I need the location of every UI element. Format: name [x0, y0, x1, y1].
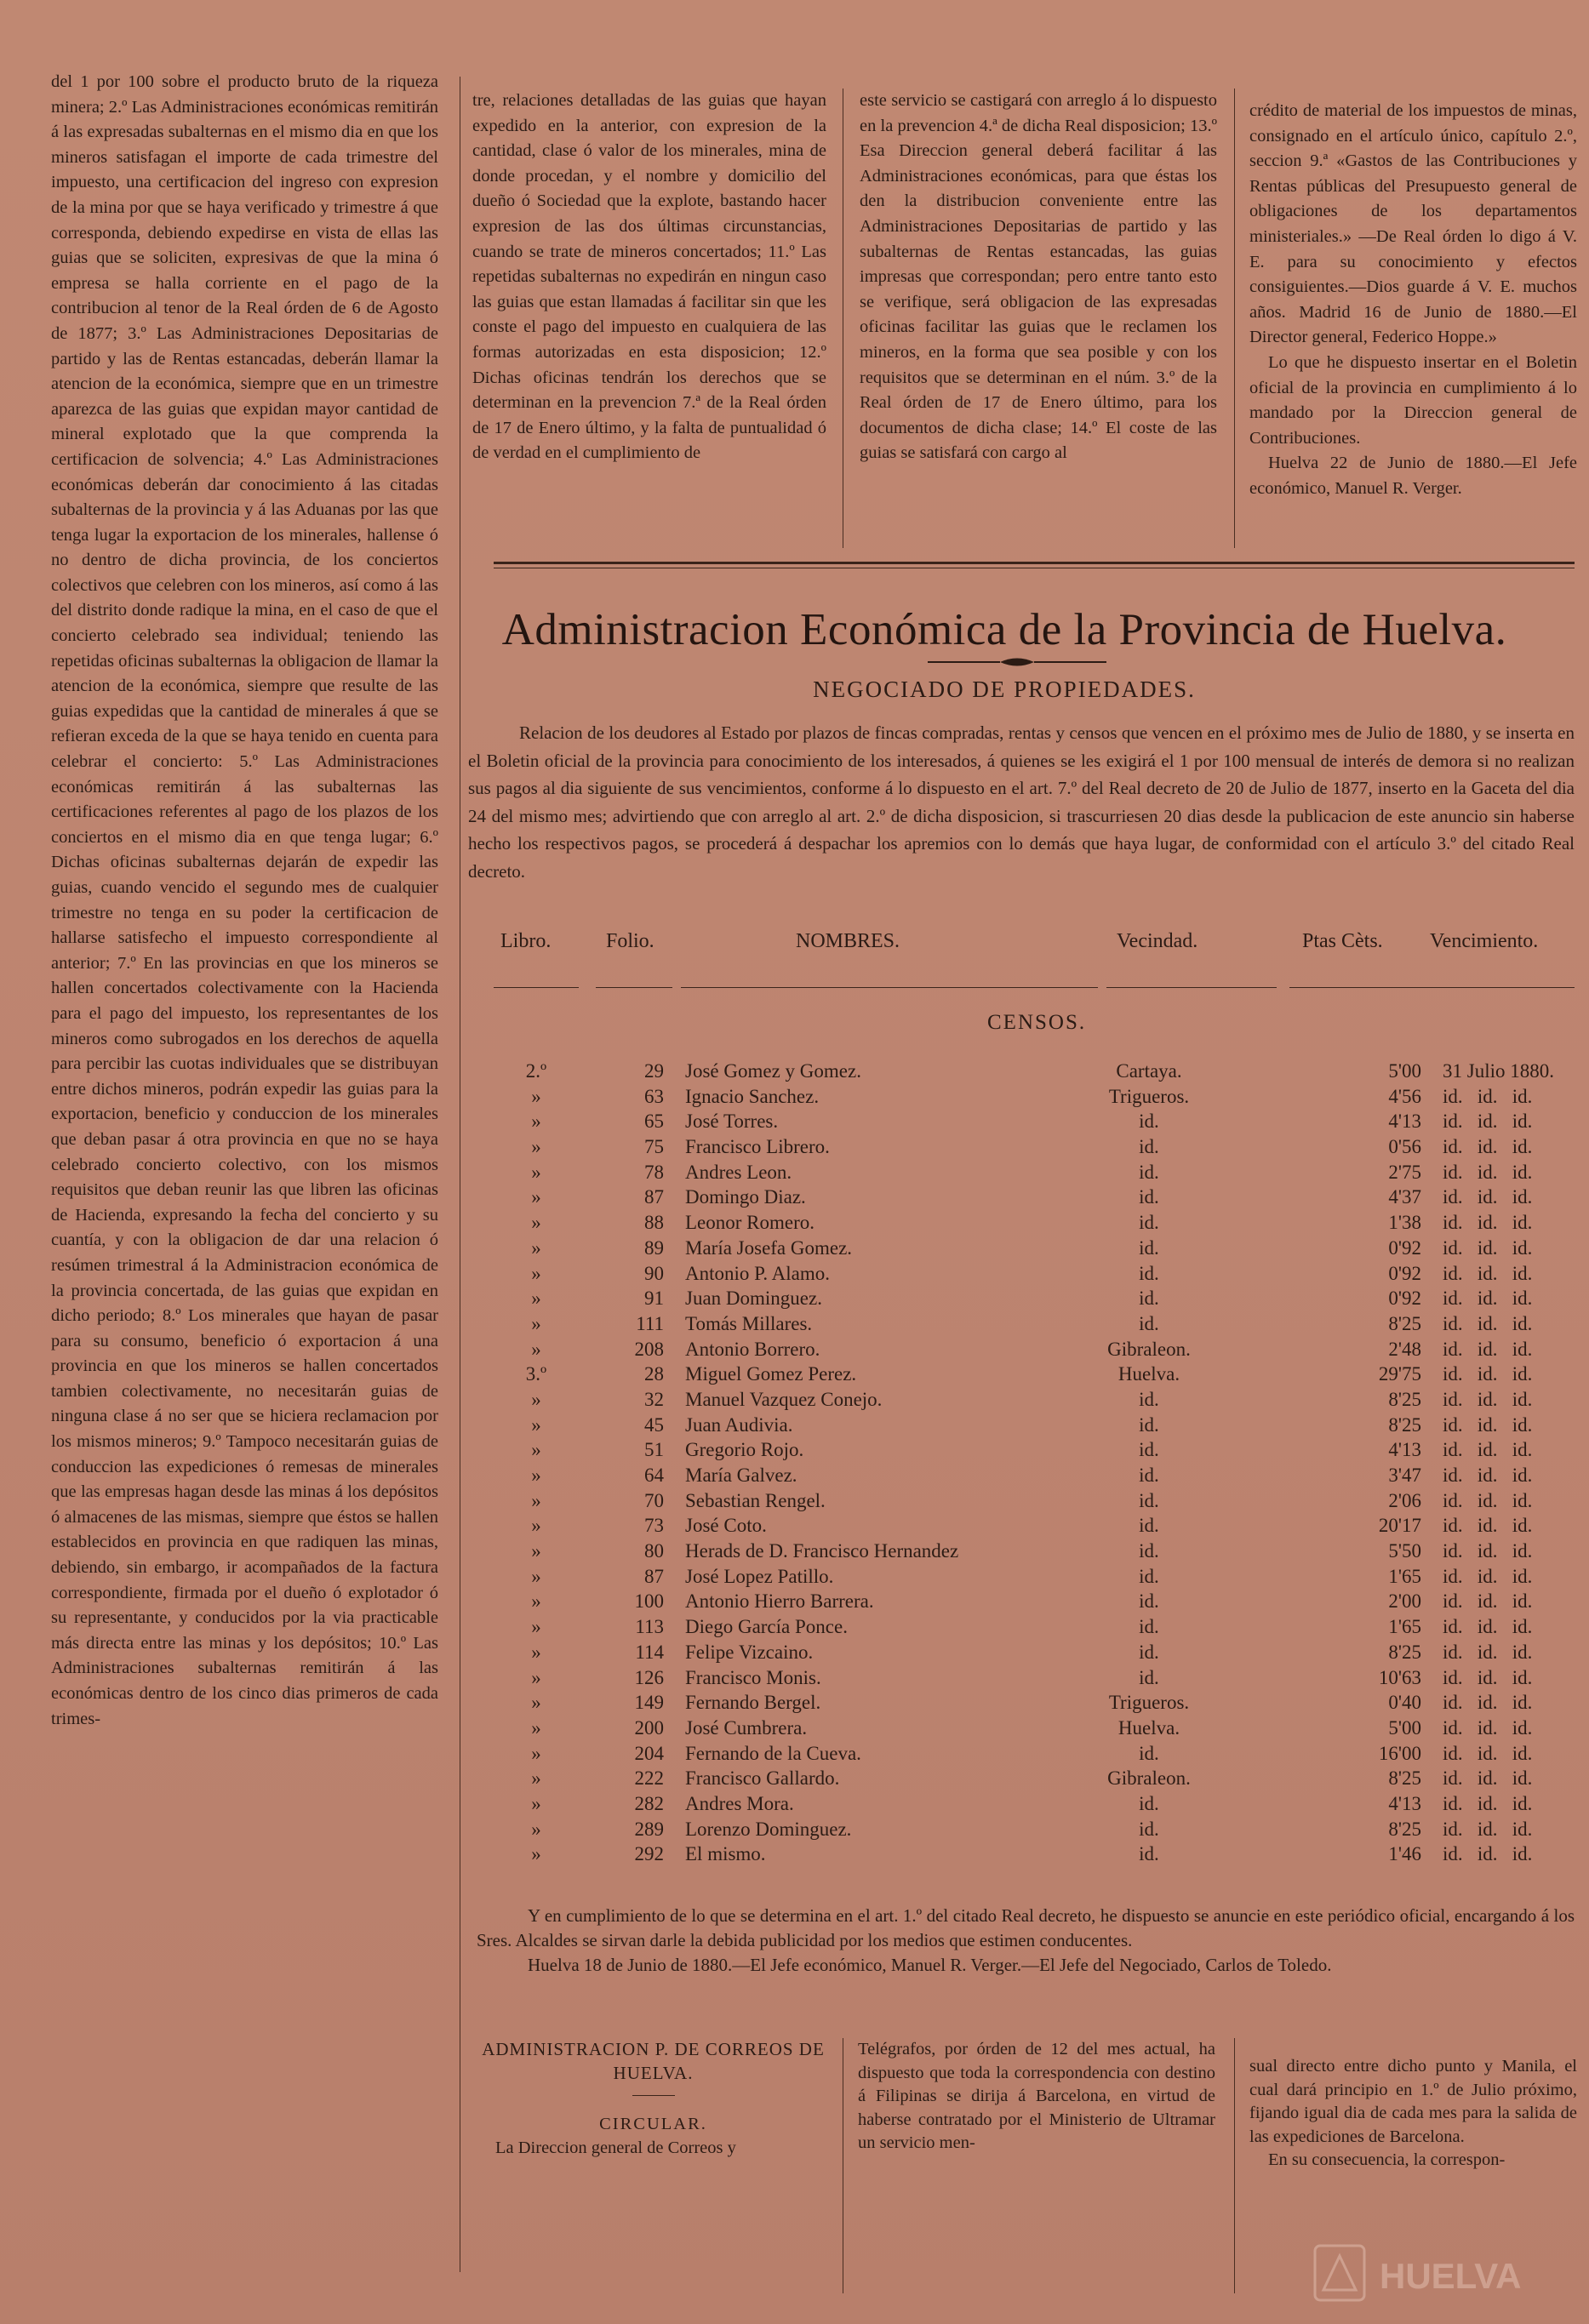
column-4-text-1: crédito de material de los impuestos de minas, consignado en el artículo único, capítulo 2.º, seccion 9.ª «Gastos de las Contribuciones y Rentas públicas del Presupuesto general de obligaciones de los departamentos ministeriales.» —De Real órden lo digo á V. E. para su conocimiento y efectos consiguientes.—Dios guarde á V. E. muchos años. Madrid 16 de Junio de 1880.—El Director general, Federico Hoppe.»	[1249, 101, 1577, 347]
cell-libro: »	[531, 1338, 541, 1360]
cell-nombre: El mismo.	[685, 1843, 766, 1865]
cell-folio: 32	[644, 1388, 664, 1410]
cell-ptas: 1'46	[1388, 1843, 1421, 1865]
cell-libro: »	[531, 1262, 541, 1284]
cell-vecindad: id.	[1139, 1439, 1159, 1461]
cell-libro: »	[531, 1590, 541, 1613]
cell-libro: »	[531, 1288, 541, 1310]
cell-nombre: Miguel Gomez Perez.	[685, 1363, 857, 1385]
cell-vencimiento: id. id. id.	[1443, 1818, 1533, 1840]
cell-nombre: Andres Leon.	[685, 1161, 792, 1183]
header-ptas: Ptas Cèts.	[1302, 930, 1383, 952]
watermark-text: HUELVA	[1380, 2256, 1522, 2296]
cell-libro: »	[531, 1767, 541, 1790]
cell-ptas: 4'13	[1388, 1111, 1421, 1133]
cell-folio: 87	[644, 1186, 664, 1208]
ornament-divider	[928, 656, 1106, 668]
cell-vencimiento: id. id. id.	[1443, 1136, 1533, 1158]
cell-nombre: María Josefa Gomez.	[685, 1236, 853, 1259]
cell-vecindad: id.	[1139, 1288, 1159, 1310]
cell-ptas: 2'75	[1388, 1161, 1421, 1183]
table-row	[477, 1286, 1575, 1311]
bottom-column-2	[858, 2038, 1215, 2156]
cell-vencimiento: 31 Julio 1880.	[1443, 1060, 1554, 1082]
column-4	[1249, 99, 1577, 550]
cell-vencimiento: id. id. id.	[1443, 1439, 1533, 1461]
cell-vecindad: id.	[1139, 1465, 1159, 1486]
cell-vencimiento: id. id. id.	[1443, 1338, 1533, 1360]
table-row	[477, 1362, 1575, 1387]
table-row	[477, 1690, 1575, 1716]
cell-nombre: Antonio P. Alamo.	[685, 1262, 830, 1284]
cell-folio: 87	[644, 1565, 664, 1587]
table-row	[477, 1437, 1575, 1463]
section-subtitle: NEGOCIADO DE PROPIEDADES.	[813, 677, 1196, 702]
cell-vecindad: id.	[1139, 1413, 1159, 1436]
cell-vecindad: id.	[1139, 1236, 1159, 1259]
cell-libro: »	[531, 1515, 541, 1537]
cell-vecindad: id.	[1139, 1818, 1159, 1840]
cell-ptas: 8'25	[1388, 1388, 1421, 1410]
column-divider	[1234, 2038, 1235, 2293]
cell-vencimiento: id. id. id.	[1443, 1111, 1533, 1133]
cell-ptas: 5'50	[1388, 1540, 1421, 1562]
header-nombres: NOMBRES.	[796, 930, 900, 952]
cell-nombre: José Lopez Patillo.	[685, 1565, 834, 1587]
bottom-column-1	[477, 2038, 830, 2160]
cell-libro: »	[531, 1161, 541, 1183]
bottom-column-3-text: sual directo entre dicho punto y Manila, el cual dará principio en 1.º de Julio próximo, fijando igual dia de cada mes para la salida de las expediciones de Barcelona.	[1249, 2057, 1577, 2146]
cell-nombre: Domingo Diaz.	[685, 1186, 806, 1208]
cell-folio: 89	[644, 1236, 664, 1259]
cell-vencimiento: id. id. id.	[1443, 1792, 1533, 1814]
cell-ptas: 29'75	[1378, 1363, 1421, 1385]
cell-vencimiento: id. id. id.	[1443, 1540, 1533, 1562]
cell-libro: 3.º	[525, 1363, 547, 1385]
cell-vecindad: id.	[1139, 1312, 1159, 1334]
cell-nombre: Lorenzo Dominguez.	[685, 1818, 852, 1840]
cell-vencimiento: id. id. id.	[1443, 1590, 1533, 1613]
cell-nombre: Fernando de la Cueva.	[685, 1742, 861, 1764]
cell-libro: »	[531, 1742, 541, 1764]
cell-vencimiento: id. id. id.	[1443, 1288, 1533, 1310]
cell-nombre: José Torres.	[685, 1111, 779, 1133]
table-row	[477, 1488, 1575, 1514]
table-row	[477, 1337, 1575, 1362]
cell-ptas: 3'47	[1388, 1465, 1421, 1486]
cell-folio: 80	[644, 1540, 664, 1562]
table-row	[477, 1109, 1575, 1134]
cell-nombre: Gregorio Rojo.	[685, 1439, 804, 1461]
table-row	[477, 1261, 1575, 1287]
header-vecindad: Vecindad.	[1117, 930, 1198, 952]
header-rule	[596, 987, 672, 988]
cell-folio: 282	[634, 1792, 664, 1814]
cell-folio: 88	[644, 1212, 664, 1234]
table-row	[477, 1387, 1575, 1413]
cell-vecindad: id.	[1139, 1136, 1159, 1158]
cell-libro: »	[531, 1818, 541, 1840]
cell-ptas: 4'37	[1388, 1186, 1421, 1208]
column-4-text-2: Lo que he dispuesto insertar en el Boletin oficial de la provincia en cumplimiento á lo mandado por la Direccion general de Contribuciones.	[1249, 352, 1577, 448]
cell-ptas: 2'00	[1388, 1590, 1421, 1613]
cell-vencimiento: id. id. id.	[1443, 1641, 1533, 1663]
cell-libro: »	[531, 1236, 541, 1259]
cell-vencimiento: id. id. id.	[1443, 1236, 1533, 1259]
cell-vencimiento: id. id. id.	[1443, 1515, 1533, 1537]
cell-vencimiento: id. id. id.	[1443, 1312, 1533, 1334]
cell-vecindad: id.	[1139, 1666, 1159, 1688]
column-2	[472, 89, 826, 548]
table-row	[477, 1817, 1575, 1842]
cell-vencimiento: id. id. id.	[1443, 1388, 1533, 1410]
cell-folio: 204	[634, 1742, 664, 1764]
cell-vecindad: Gibraleon.	[1107, 1767, 1191, 1790]
cell-vecindad: id.	[1139, 1161, 1159, 1183]
cell-nombre: José Gomez y Gomez.	[685, 1060, 861, 1082]
cell-vecindad: id.	[1139, 1742, 1159, 1764]
cell-folio: 289	[634, 1818, 664, 1840]
cell-vencimiento: id. id. id.	[1443, 1565, 1533, 1587]
cell-nombre: Juan Audivia.	[685, 1413, 793, 1436]
cell-vecindad: id.	[1139, 1515, 1159, 1537]
bottom-column-1-text: La Direccion general de Correos y	[495, 2138, 736, 2157]
cell-ptas: 1'65	[1388, 1565, 1421, 1587]
cell-libro: »	[531, 1616, 541, 1638]
cell-ptas: 1'38	[1388, 1212, 1421, 1234]
cell-libro: »	[531, 1388, 541, 1410]
section-rule	[494, 562, 1575, 564]
cell-vecindad: id.	[1139, 1111, 1159, 1133]
cell-vecindad: id.	[1139, 1590, 1159, 1613]
column-1-text: del 1 por 100 sobre el producto bruto de la riqueza minera; 2.º Las Administraciones económicas remitirán á las expresadas subalternas en el mismo dia en que los mineros satisfagan el importe de cada trimestre del impuesto, una certificacion del ingreso con expresion de la mina por que se haya verificado y trimestre á que corresponda, debiendo expedirse en vista de ellas las guias que se soliciten, expresivas de que la mina ó empresa se halla corriente en el pago de la contribucion al tenor de la Real órden de 6 de Agosto de 1877; 3.º Las Administraciones Depositarias de partido y las de Rentas estancadas, deberán llamar la atencion de la económica, siempre que en un trimestre aparezca de las guias que expidan mayor cantidad de mineral explotado que la que comprenda la certificacion de solvencia; 4.º Las Administraciones económicas deberán dar conocimiento á las citadas subalternas de la provincia y á las Aduanas por las que tenga lugar la exportacion de los minerales, hallense ó no dentro de dicha provincia, de los conciertos colectivos que celebren con los mineros, así como á las del distrito donde radique la mina, en el caso de que el concierto celebrado sea individual; teniendo las repetidas oficinas subalternas la obligacion de llamar la atencion de la económica, siempre que resulte de las guias expedidas que la cantidad de minerales á que se refieran exceda de la que se haya tenido en cuenta para celebrar el concierto: 5.º Las Administraciones económicas remitirán á las subalternas las certificaciones referentes al pago de los plazos de los conciertos en el mismo dia en que tenga lugar; 6.º Dichas oficinas subalternas dejarán de expedir las guias, cuando vencido el segundo mes de cualquier trimestre no tenga en su poder la certificacion de hallarse satisfecho el impuesto correspondiente al anterior; 7.º En las provincias en que los mineros se hallen concertados colectivamente con la Hacienda para el pago del impuesto, los representantes de los mineros como subrogados en los derechos de aquella para percibir las cuotas individuales que se distribuyan entre dichos mineros, podrán expedir las guias para la exportacion, beneficio y conduccion de los minerales que deban pasar á otra provincia en que no se haya celebrado concierto colectivo, con los mismos requisitos que deban reunir las que libren las oficinas de Hacienda, expresando la fecha del concierto y su cuantía, y con la obligacion de dar una relacion ó resúmen trimestral á la Administracion económica de la provincia concertada, de las guias que expidan en dicho periodo; 8.º Los minerales que hayan de pasar para su consumo, beneficio ó exportacion á una provincia en que los mineros se hallen concertados tambien colectivamente, no necesitarán guias de ninguna clase á no ser que se hiciera reclamacion por los mismos mineros; 9.º Tampoco necesitarán guias de conduccion las expediciones ó remesas de minerales que las empresas hagan desde las minas á los depósitos ó almacenes de las mismas, siempre que éstos se hallen establecidos en provincia en que radiquen las minas, debiendo, sin embargo, ir acompañados de la factura correspondiente, firmada por el dueño ó explotador ó su representante, y conducidos por la via practicable más directa entre las minas y los depósitos; 10.º Las Administraciones subalternas remitirán á las económicas dentro de los cinco dias primeros de cada trimes-	[51, 72, 438, 1728]
cell-folio: 90	[644, 1262, 664, 1284]
cell-libro: »	[531, 1716, 541, 1739]
cell-ptas: 8'25	[1388, 1413, 1421, 1436]
archive-watermark-logo	[1312, 2239, 1567, 2307]
cell-folio: 200	[634, 1716, 664, 1739]
correos-heading: ADMINISTRACION P. DE CORREOS DE HUELVA.	[482, 2039, 825, 2083]
header-folio: Folio.	[606, 930, 654, 952]
cell-ptas: 8'25	[1388, 1641, 1421, 1663]
cell-nombre: Francisco Monis.	[685, 1666, 821, 1688]
cell-nombre: Sebastian Rengel.	[685, 1489, 826, 1511]
table-row	[477, 1539, 1575, 1564]
cell-ptas: 2'06	[1388, 1489, 1421, 1511]
cell-ptas: 8'25	[1388, 1818, 1421, 1840]
cell-ptas: 8'25	[1388, 1312, 1421, 1334]
table-row	[477, 1640, 1575, 1665]
table-row	[477, 1614, 1575, 1640]
bottom-column-2-text: Telégrafos, por órden de 12 del mes actual, ha dispuesto que toda la correspondencia con destino á Filipinas se dirija á Barcelona, en virtud de haberse contratado por el Ministerio de Ultramar un servicio men-	[858, 2040, 1215, 2152]
cell-libro: »	[531, 1666, 541, 1688]
cell-ptas: 2'48	[1388, 1338, 1421, 1360]
cell-libro: »	[531, 1792, 541, 1814]
cell-vencimiento: id. id. id.	[1443, 1085, 1533, 1107]
cell-ptas: 16'00	[1378, 1742, 1421, 1764]
cell-libro: »	[531, 1692, 541, 1714]
cell-vecindad: Huelva.	[1117, 1363, 1180, 1385]
cell-folio: 149	[634, 1692, 664, 1714]
cell-ptas: 0'92	[1388, 1288, 1421, 1310]
header-rule	[1106, 987, 1277, 988]
cell-folio: 64	[644, 1465, 664, 1486]
cell-vecindad: id.	[1139, 1565, 1159, 1587]
cell-nombre: Francisco Librero.	[685, 1136, 830, 1158]
cell-vencimiento: id. id. id.	[1443, 1363, 1533, 1385]
cell-vencimiento: id. id. id.	[1443, 1716, 1533, 1739]
cell-folio: 114	[635, 1641, 664, 1663]
table-row	[477, 1134, 1575, 1160]
cell-libro: »	[531, 1465, 541, 1486]
cell-folio: 78	[644, 1161, 664, 1183]
cell-nombre: Diego García Ponce.	[685, 1616, 848, 1638]
column-3	[860, 89, 1217, 548]
table-row	[477, 1791, 1575, 1817]
column-2-text: tre, relaciones detalladas de las guias que hayan expedido en la anterior, con expresion de la cantidad, clase ó valor de los minerales, mina de donde procedan, y el nombre y domicilio del dueño ó Sociedad que la explote, bastando hacer expresion de las dos últimas circunstancias, cuando se trate de mineros concertados; 11.º Las repetidas subalternas no expedirán en ningun caso las guias que estan llamadas á facilitar sin que les conste el pago del impuesto en cualquiera de las formas autorizadas en esta disposicion; 12.º Dichas oficinas tendrán los derechos que se determinan en la prevencion 7.ª de la Real órden de 17 de Enero último, y la falta de puntualidad ó de verdad en el cumplimiento de	[472, 91, 826, 463]
column-4-text-3: Huelva 22 de Junio de 1880.—El Jefe económico, Manuel R. Verger.	[1249, 454, 1577, 498]
intro-text: Relacion de los deudores al Estado por plazos de fincas compradas, rentas y censos que vencen en el próximo mes de Julio de 1880, y se inserta en el Boletin oficial de la provincia para conocimiento de los interesados, á quienes se les exigirá el 1 por 100 mensual de interés de demora si no realizan sus pagos al dia siguiente de sus vencimientos, conforme á lo dispuesto en el art. 7.º del Real decreto de 20 de Julio de 1877, inserto en la Gaceta del dia 24 del mismo mes; advirtiendo que con arreglo al art. 2.º de dicha disposicion, si trascurriesen 20 dias desde la publicacion de este anuncio sin haberse hecho los respectivos pagos, se procederá á despachar los apremios con lo demás que haya lugar, de conformidad con el artículo 3.º del citado Real decreto.	[468, 722, 1575, 882]
table-row	[477, 1236, 1575, 1261]
cell-nombre: Antonio Hierro Barrera.	[685, 1590, 874, 1613]
cell-nombre: Leonor Romero.	[685, 1212, 815, 1234]
cell-nombre: Fernando Bergel.	[685, 1692, 821, 1714]
table-row	[477, 1564, 1575, 1590]
cell-ptas: 5'00	[1388, 1716, 1421, 1739]
bottom-column-3-text-2: En su consecuencia, la correspon-	[1268, 2150, 1506, 2169]
cell-vencimiento: id. id. id.	[1443, 1742, 1533, 1764]
cell-nombre: María Galvez.	[685, 1465, 797, 1486]
table-row	[477, 1513, 1575, 1539]
cell-folio: 75	[644, 1136, 664, 1158]
cell-vecindad: Gibraleon.	[1107, 1338, 1191, 1360]
table-row	[477, 1463, 1575, 1488]
cell-vecindad: id.	[1139, 1489, 1159, 1511]
table-row	[477, 1185, 1575, 1210]
table-row	[477, 1766, 1575, 1791]
cell-vecindad: id.	[1139, 1540, 1159, 1562]
cell-vecindad: id.	[1139, 1792, 1159, 1814]
cell-vecindad: id.	[1139, 1262, 1159, 1284]
table-row	[477, 1841, 1575, 1867]
group-heading-censos: CENSOS.	[987, 1011, 1087, 1034]
cell-nombre: José Coto.	[685, 1515, 767, 1537]
header-libro: Libro.	[500, 930, 552, 952]
table-row	[477, 1160, 1575, 1185]
section-title: Administracion Económica de la Provincia de Huelva.	[501, 605, 1507, 654]
cell-folio: 63	[644, 1085, 664, 1107]
column-1	[51, 70, 438, 2291]
cell-vencimiento: id. id. id.	[1443, 1186, 1533, 1208]
cell-ptas: 4'13	[1388, 1792, 1421, 1814]
cell-vencimiento: id. id. id.	[1443, 1413, 1533, 1436]
cell-vecindad: id.	[1139, 1388, 1159, 1410]
cell-ptas: 0'92	[1388, 1236, 1421, 1259]
cell-vencimiento: id. id. id.	[1443, 1465, 1533, 1486]
cell-folio: 45	[644, 1413, 664, 1436]
column-3-text: este servicio se castigará con arreglo á lo dispuesto en la prevencion 4.ª de dicha Real disposicion; 13.º Esa Direccion general deberá facilitar á las Administraciones económicas, para que éstas los den la distribucion conveniente entre las Administraciones Depositarias de partido y las subalternas de Rentas estancadas, las guias impresas que correspondan; pero entre tanto esto se verifique, será obligacion de las expresadas oficinas facilitar las guias que le reclamen los mineros, en la forma que sea posible y con los requisitos que se determinan en el núm. 3.º de la Real órden de 17 de Enero último, para los documentos de dicha clase; 14.º El coste de las guias se satisfará con cargo al	[860, 91, 1217, 463]
cell-vecindad: Trigueros.	[1108, 1085, 1190, 1107]
cell-vecindad: id.	[1139, 1843, 1159, 1865]
cell-vecindad: Trigueros.	[1108, 1692, 1190, 1714]
table-row	[477, 1741, 1575, 1767]
cell-folio: 28	[644, 1363, 664, 1385]
cell-vecindad: id.	[1139, 1616, 1159, 1638]
table-row	[477, 1413, 1575, 1438]
cell-libro: »	[531, 1085, 541, 1107]
cell-folio: 29	[644, 1060, 664, 1082]
cell-folio: 51	[644, 1439, 664, 1461]
cell-vecindad: Cartaya.	[1116, 1060, 1182, 1082]
circular-heading: CIRCULAR.	[599, 2115, 707, 2133]
cell-vencimiento: id. id. id.	[1443, 1161, 1533, 1183]
table-row	[477, 1589, 1575, 1614]
cell-vencimiento: id. id. id.	[1443, 1212, 1533, 1234]
cell-folio: 73	[644, 1515, 664, 1537]
closing-text-2: Huelva 18 de Junio de 1880.—El Jefe económico, Manuel R. Verger.—El Jefe del Negociado, Carlos de Toledo.	[528, 1955, 1332, 1975]
cell-libro: »	[531, 1212, 541, 1234]
cell-folio: 91	[644, 1288, 664, 1310]
table-row	[477, 1210, 1575, 1236]
cell-folio: 208	[634, 1338, 664, 1360]
cell-ptas: 8'25	[1388, 1767, 1421, 1790]
cell-folio: 113	[635, 1616, 664, 1638]
header-rule	[494, 987, 579, 988]
cell-ptas: 10'63	[1378, 1666, 1421, 1688]
cell-ptas: 0'56	[1388, 1136, 1421, 1158]
table-row	[477, 1716, 1575, 1741]
cell-nombre: Ignacio Sanchez.	[685, 1085, 820, 1107]
cell-vecindad: id.	[1139, 1186, 1159, 1208]
closing-notice	[477, 1904, 1575, 1978]
cell-folio: 65	[644, 1111, 664, 1133]
cell-nombre: Antonio Borrero.	[685, 1338, 820, 1360]
cell-folio: 111	[636, 1312, 664, 1334]
cell-ptas: 0'92	[1388, 1262, 1421, 1284]
cell-folio: 126	[634, 1666, 664, 1688]
table-row	[477, 1059, 1575, 1084]
column-divider	[1234, 89, 1235, 548]
cell-ptas: 20'17	[1378, 1515, 1421, 1537]
header-vencimiento: Vencimiento.	[1430, 930, 1539, 952]
cell-ptas: 4'56	[1388, 1085, 1421, 1107]
cell-vecindad: id.	[1139, 1212, 1159, 1234]
cell-nombre: Juan Dominguez.	[685, 1288, 822, 1310]
cell-libro: »	[531, 1312, 541, 1334]
cell-libro: »	[531, 1565, 541, 1587]
cell-vecindad: Huelva.	[1117, 1716, 1180, 1739]
cell-ptas: 0'40	[1388, 1692, 1421, 1714]
cell-ptas: 1'65	[1388, 1616, 1421, 1638]
table-row	[477, 1311, 1575, 1337]
cell-folio: 292	[634, 1843, 664, 1865]
cell-vencimiento: id. id. id.	[1443, 1843, 1533, 1865]
table-row	[477, 1665, 1575, 1691]
cell-libro: »	[531, 1111, 541, 1133]
table-row	[477, 1084, 1575, 1110]
debtors-table	[477, 1059, 1575, 1867]
cell-libro: »	[531, 1439, 541, 1461]
cell-libro: »	[531, 1489, 541, 1511]
section-intro	[468, 719, 1575, 885]
cell-libro: »	[531, 1641, 541, 1663]
cell-vecindad: id.	[1139, 1641, 1159, 1663]
cell-libro: »	[531, 1843, 541, 1865]
cell-ptas: 4'13	[1388, 1439, 1421, 1461]
cell-vencimiento: id. id. id.	[1443, 1262, 1533, 1284]
cell-vencimiento: id. id. id.	[1443, 1692, 1533, 1714]
closing-text-1: Y en cumplimiento de lo que se determina en el art. 1.º del citado Real decreto, he dispuesto se anuncie en este periódico oficial, encargando á los Sres. Alcaldes se sirvan darle la debida publicidad por los medios que estimen conducentes.	[477, 1905, 1575, 1950]
cell-vencimiento: id. id. id.	[1443, 1616, 1533, 1638]
cell-vencimiento: id. id. id.	[1443, 1767, 1533, 1790]
short-rule	[632, 2095, 675, 2096]
cell-libro: »	[531, 1186, 541, 1208]
cell-nombre: Manuel Vazquez Conejo.	[685, 1388, 883, 1410]
cell-libro: »	[531, 1540, 541, 1562]
cell-libro: »	[531, 1413, 541, 1436]
cell-folio: 222	[634, 1767, 664, 1790]
header-rule	[681, 987, 1098, 988]
cell-folio: 70	[644, 1489, 664, 1511]
bottom-column-3	[1249, 2055, 1577, 2173]
cell-libro: »	[531, 1136, 541, 1158]
cell-nombre: José Cumbrera.	[685, 1716, 808, 1739]
cell-nombre: Francisco Gallardo.	[685, 1767, 840, 1790]
cell-nombre: Tomás Millares.	[685, 1312, 813, 1334]
cell-nombre: Herads de D. Francisco Hernandez	[685, 1540, 959, 1562]
cell-nombre: Andres Mora.	[685, 1792, 794, 1814]
cell-ptas: 5'00	[1388, 1060, 1421, 1082]
cell-folio: 100	[634, 1590, 664, 1613]
cell-nombre: Felipe Vizcaino.	[685, 1641, 814, 1663]
cell-vencimiento: id. id. id.	[1443, 1489, 1533, 1511]
cell-vencimiento: id. id. id.	[1443, 1666, 1533, 1688]
cell-libro: 2.º	[525, 1060, 547, 1082]
header-rule	[1289, 987, 1575, 988]
